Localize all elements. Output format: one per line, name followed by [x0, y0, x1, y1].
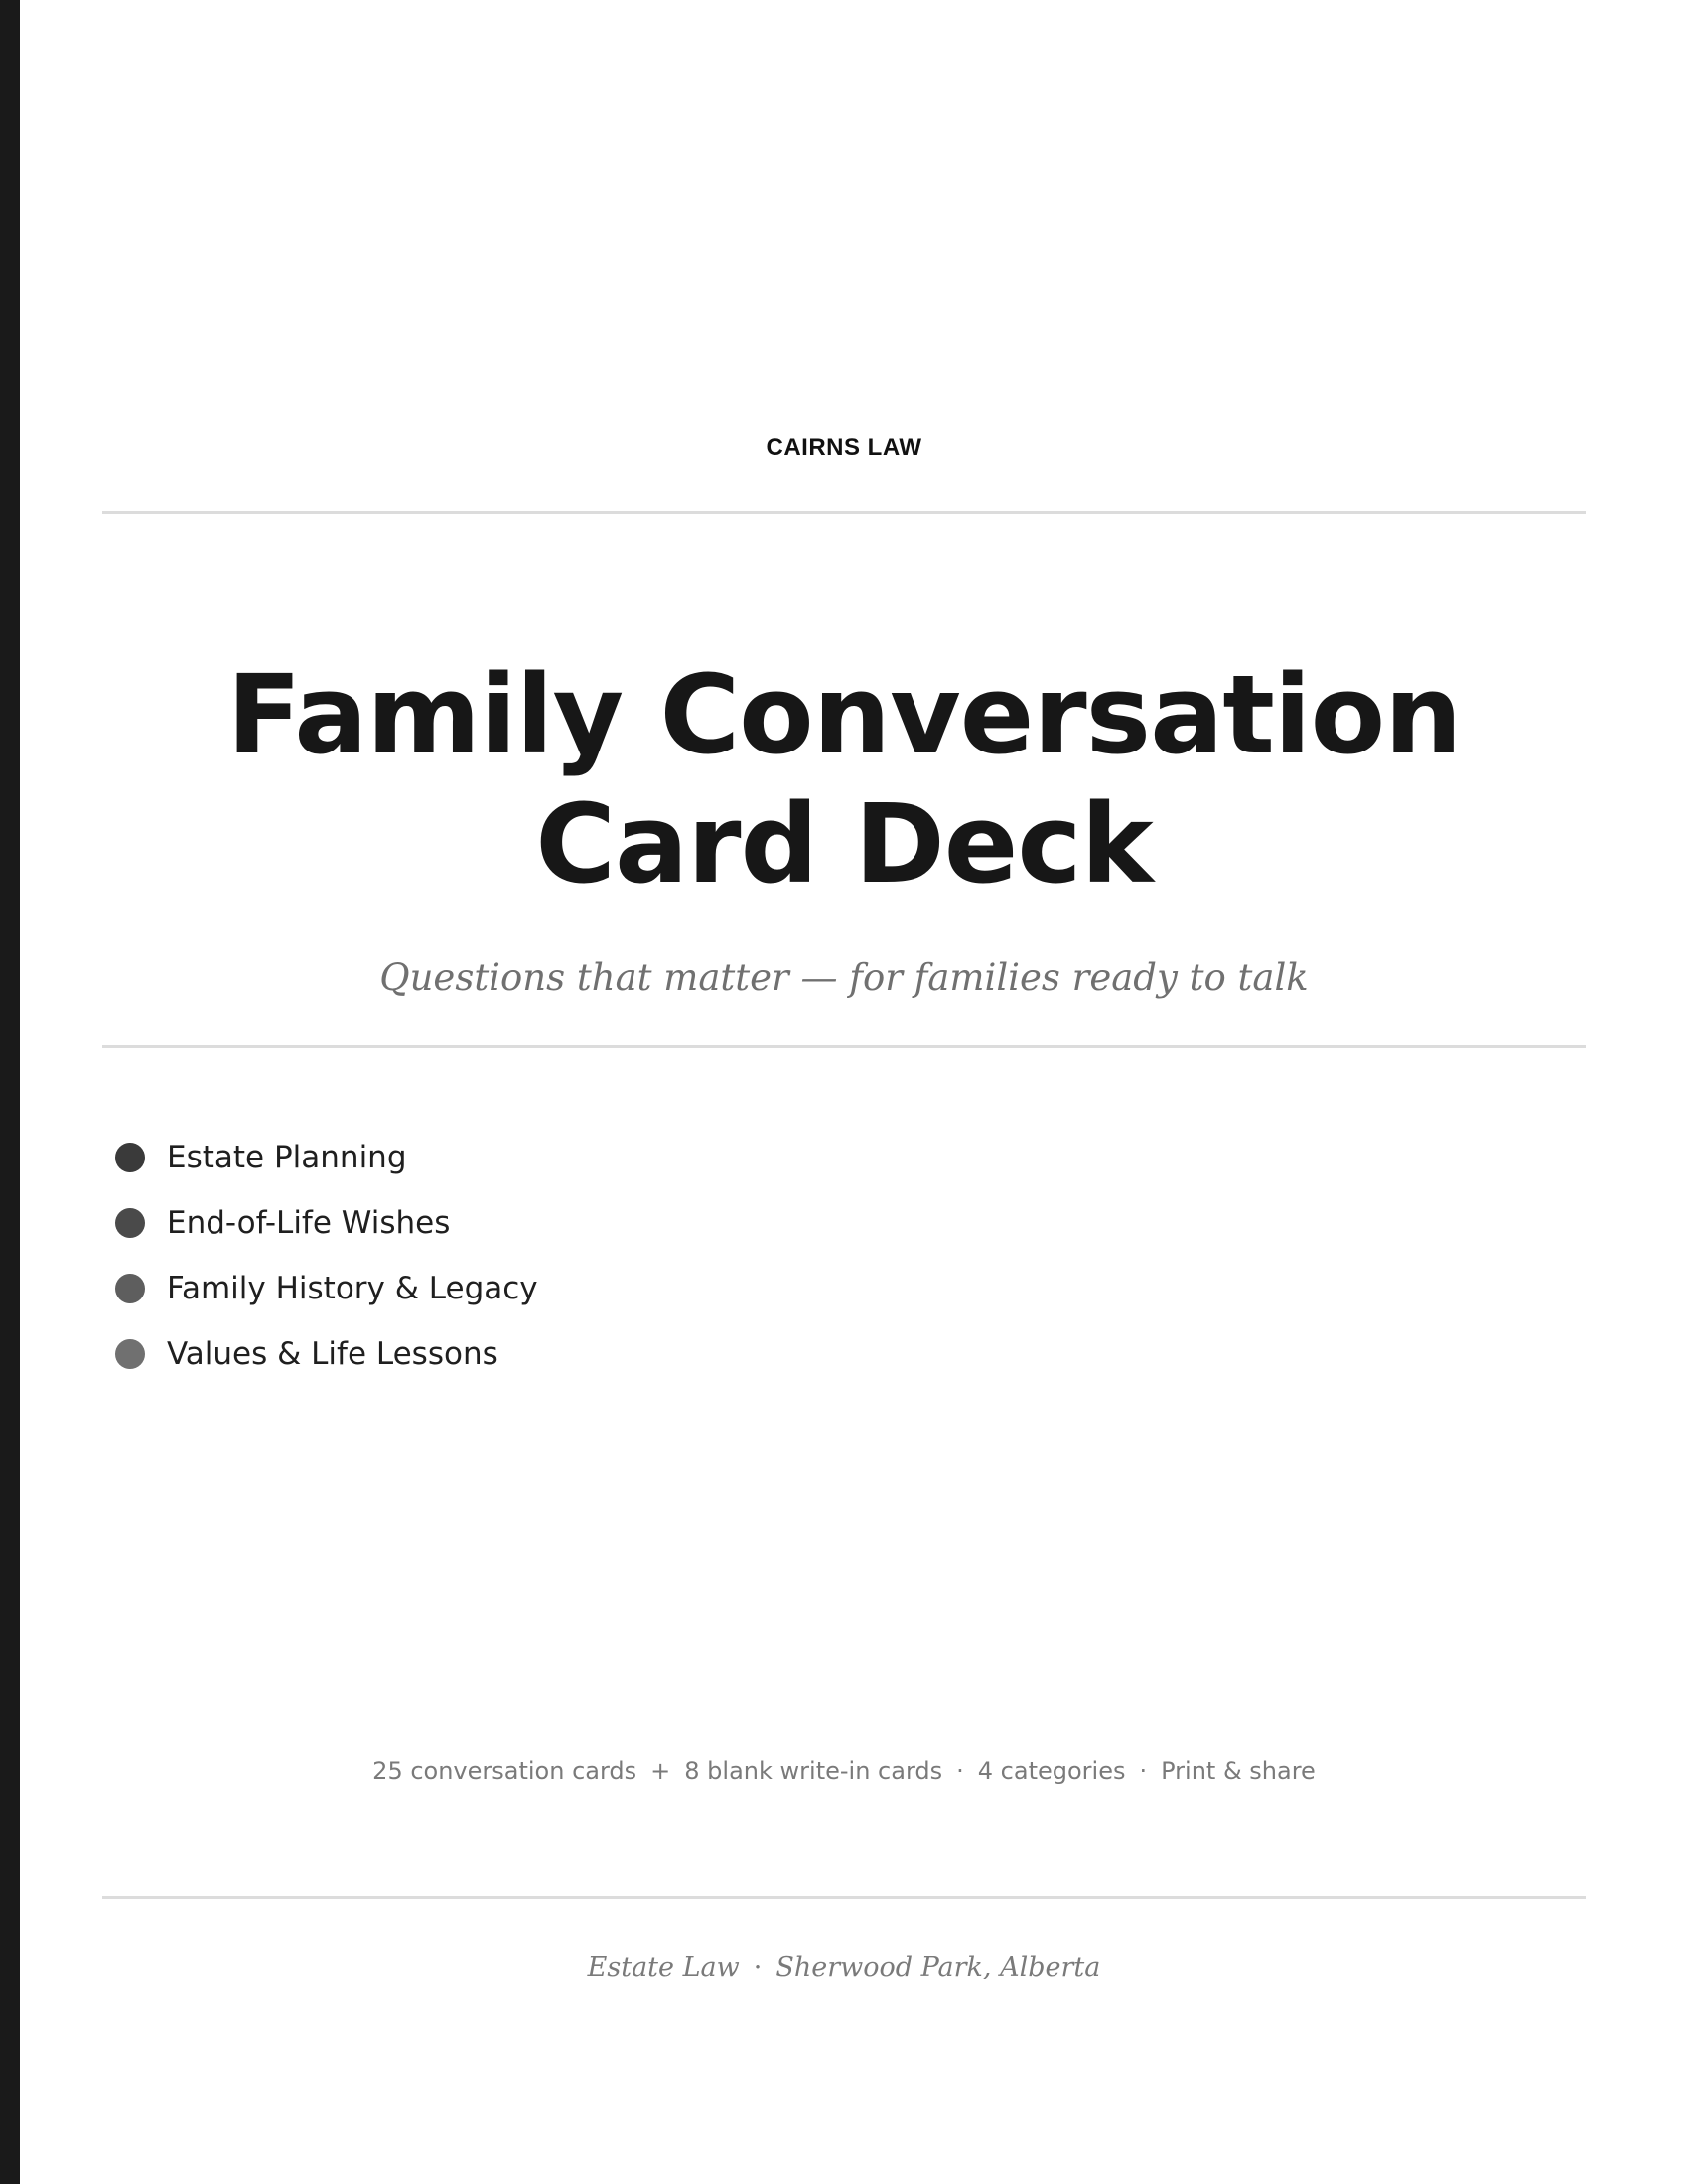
category-dot-icon	[115, 1274, 145, 1303]
category-dot-icon	[115, 1143, 145, 1172]
bottom-divider	[102, 1896, 1586, 1899]
category-count: 4 categories	[977, 1757, 1126, 1785]
plus-separator: +	[650, 1757, 671, 1785]
usage-note: Print & share	[1161, 1757, 1316, 1785]
dot-separator: ·	[1139, 1757, 1148, 1785]
page-title	[0, 650, 1688, 908]
category-list	[115, 1125, 538, 1387]
middle-divider	[102, 1045, 1586, 1048]
card-count: 25 conversation cards	[372, 1757, 637, 1785]
dot-separator: ·	[753, 1952, 763, 1982]
category-label: Family History & Legacy	[167, 1271, 538, 1306]
category-item	[115, 1256, 538, 1321]
footer	[0, 1952, 1688, 1982]
practice-area: Estate Law	[587, 1952, 740, 1982]
category-label: End-of-Life Wishes	[167, 1205, 451, 1241]
category-label: Estate Planning	[167, 1140, 407, 1175]
top-divider	[102, 511, 1586, 514]
subtitle: Questions that matter — for families ready to talk	[379, 956, 1309, 999]
category-dot-icon	[115, 1339, 145, 1369]
firm-name: CAIRNS LAW	[766, 434, 922, 461]
category-item	[115, 1190, 538, 1256]
spine-bar	[0, 0, 20, 2184]
blank-card-count: 8 blank write-in cards	[684, 1757, 943, 1785]
category-dot-icon	[115, 1208, 145, 1238]
category-item	[115, 1321, 538, 1387]
title-line-2: Card Deck	[535, 780, 1153, 907]
category-item	[115, 1125, 538, 1190]
title-line-1: Family Conversation	[226, 651, 1462, 778]
category-label: Values & Life Lessons	[167, 1336, 498, 1372]
dot-separator: ·	[956, 1757, 964, 1785]
deck-contents-summary	[0, 1757, 1688, 1785]
location: Sherwood Park, Alberta	[775, 1952, 1101, 1982]
